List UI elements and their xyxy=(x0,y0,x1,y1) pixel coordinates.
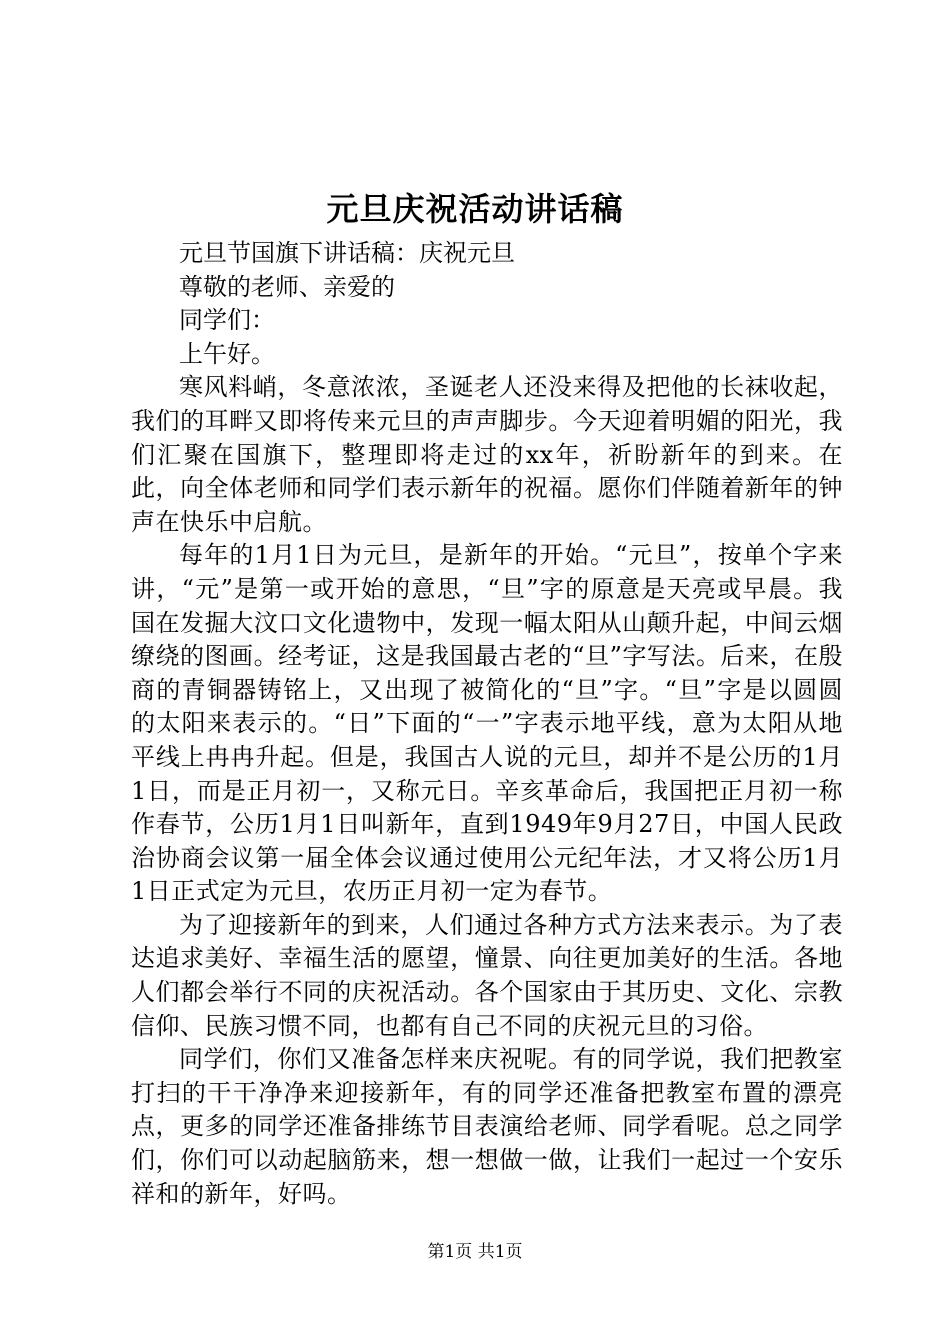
page-footer: 第1页 共1页 xyxy=(427,1242,523,1262)
salutation-line: 尊敬的老师、亲爱的 xyxy=(179,272,395,301)
document-body xyxy=(131,237,843,1211)
salutation-line: 同学们： xyxy=(179,306,275,335)
document-title: 元旦庆祝活动讲话稿 xyxy=(326,190,624,228)
body-paragraph: 为了迎接新年的到来，人们通过各种方式方法来表示。为了表达追求美好、幸福生活的愿望，憧景、向往更加美好的生活。各地人们都会举行不同的庆祝活动。各个国家由于其历史、文化、宗教信仰、民族习惯不同，也都有自己不同的庆祝元旦的习俗。 xyxy=(131,910,843,1040)
greeting-line: 上午好。 xyxy=(179,339,275,368)
body-paragraph: 每年的1月1日为元旦，是新年的开始。“元旦”，按单个字来讲，“元”是第一或开始的意思，“旦”字的原意是天亮或早晨。我国在发掘大汶口文化遗物中，发现一幅太阳从山颠升起，中间云烟缭绕的图画。经考证，这是我国最古老的“旦”字写法。后来，在殷商的青铜器铸铭上，又出现了被简化的“旦”字。“旦”字是以圆圆的太阳来表示的。“日”下面的“一”字表示地平线，意为太阳从地平线上冉冉升起。但是，我国古人说的元旦，却并不是公历的1月1日，而是正月初一，又称元日。辛亥革命后，我国把正月初一称作春节，公历1月1日叫新年，直到1949年9月27日，中国人民政治协商会议第一届全体会议通过使用公元纪年法，才又将公历1月1日正式定为元旦，农历正月初一定为春节。 xyxy=(131,541,843,906)
body-paragraph: 同学们，你们又准备怎样来庆祝呢。有的同学说，我们把教室打扫的干干净净来迎接新年，有的同学还准备把教室布置的漂亮点，更多的同学还准备排练节目表演给老师、同学看呢。总之同学们，你们可以动起脑筋来，想一想做一做，让我们一起过一个安乐祥和的新年，好吗。 xyxy=(131,1045,843,1208)
body-paragraph: 寒风料峭，冬意浓浓，圣诞老人还没来得及把他的长袜收起，我们的耳畔又即将传来元旦的声声脚步。今天迎着明媚的阳光，我们汇聚在国旗下，整理即将走过的xx年，祈盼新年的到来。在此，向全体老师和同学们表示新年的祝福。愿你们伴随着新年的钟声在快乐中启航。 xyxy=(131,373,843,536)
subtitle-line: 元旦节国旗下讲话稿：庆祝元旦 xyxy=(179,239,515,267)
